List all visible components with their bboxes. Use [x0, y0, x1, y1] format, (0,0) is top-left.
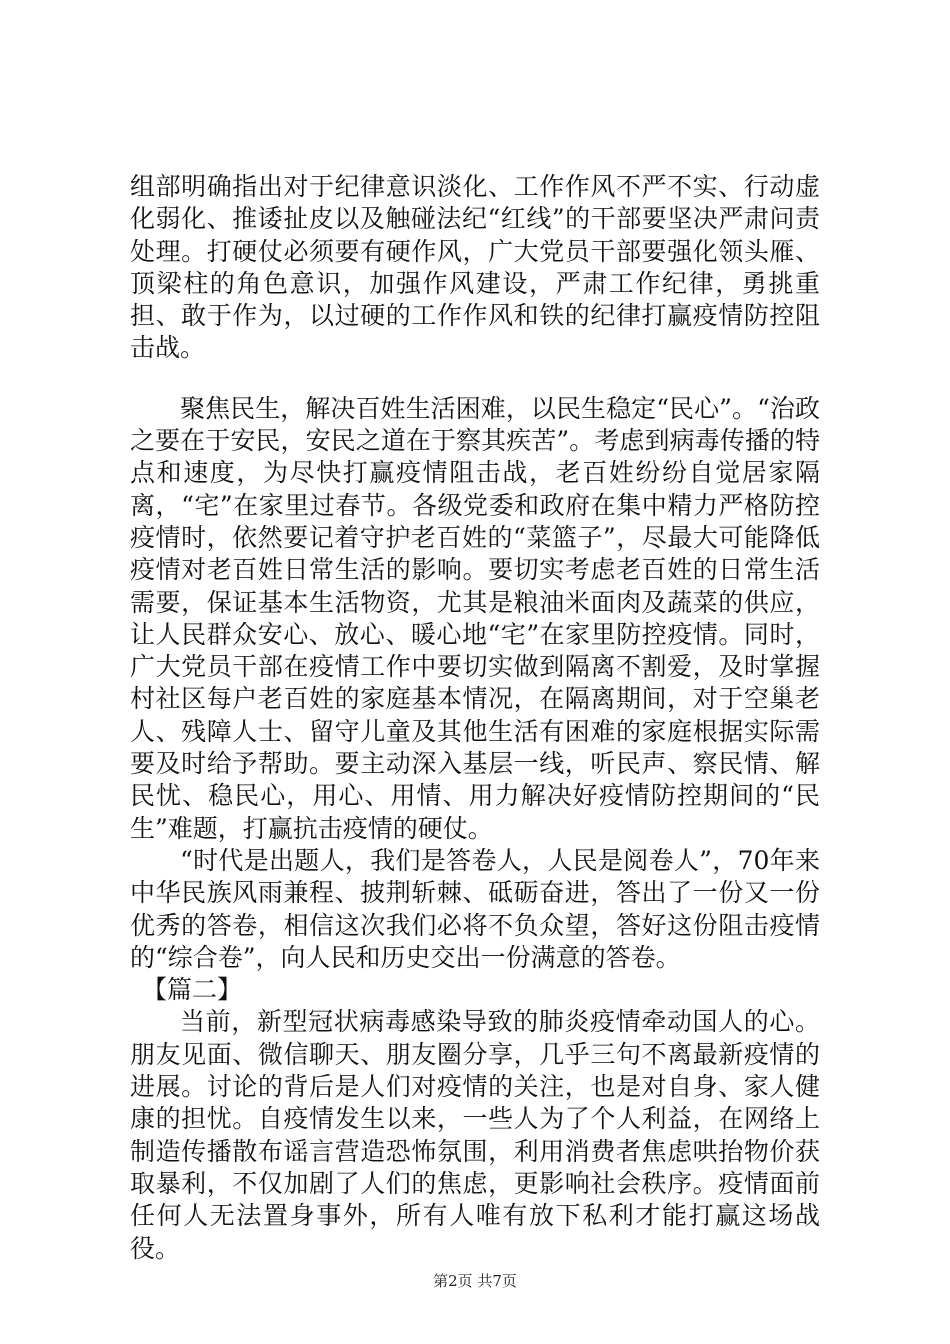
page-footer: 第2页 共7页: [433, 1272, 517, 1290]
paragraph-gap: [130, 365, 820, 393]
paragraph-epidemic-rumors: 当前，新型冠状病毒感染导致的肺炎疫情牵动国人的心。朋友见面、微信聊天、朋友圈分享，几乎三句不离最新疫情的进展。讨论的背后是人们对疫情的关注，也是对自身、家人健康的担忧。自疫情发生以来，一些人为了个人利益，在网络上制造传播散布谣言营造恐怖氛围，利用消费者焦虑哄抬物价获取暴利，不仅加剧了人们的焦虑，更影响社会秩序。疫情面前任何人无法置身事外，所有人唯有放下私利才能打赢这场战役。: [130, 1007, 820, 1263]
paragraph-discipline: 组部明确指出对于纪律意识淡化、工作作风不严不实、行动虚化弱化、推诿扯皮以及触碰法纪“红线”的干部要坚决严肃问责处理。打硬仗必须要有硬作风，广大党员干部要强化领头雁、顶梁柱的角色意识，加强作风建设，严肃工作纪律，勇挑重担、敢于作为，以过硬的工作作风和铁的纪律打赢疫情防控阻击战。: [130, 172, 820, 363]
section-heading: 【篇二】: [142, 975, 243, 1005]
document-body: [130, 171, 820, 1265]
paragraph-livelihood: 聚焦民生，解决百姓生活困难，以民生稳定“民心”。“治政之要在于安民，安民之道在于察其疾苦”。考虑到病毒传播的特点和速度，为尽快打赢疫情阻击战，老百姓纷纷自觉居家隔离，“宅”在家里过春节。各级党委和政府在集中精力严格防控疫情时，依然要记着守护老百姓的“菜篮子”，尽最大可能降低疫情对老百姓日常生活的影响。要切实考虑老百姓的日常生活需要，保证基本生活物资，尤其是粮油米面肉及蔬菜的供应，让人民群众安心、放心、暖心地“宅”在家里防控疫情。同时，广大党员干部在疫情工作中要切实做到隔离不割爱，及时掌握村社区每户老百姓的家庭基本情况，在隔离期间，对于空巢老人、残障人士、留守儿童及其他生活有困难的家庭根据实际需要及时给予帮助。要主动深入基层一线，听民声、察民情、解民忧、稳民心，用心、用情、用力解决好疫情防控期间的“民生”难题，打赢抗击疫情的硬仗。: [130, 393, 820, 843]
paragraph-exam-quote: “时代是出题人，我们是答卷人，人民是阅卷人”，70年来中华民族风雨兼程、披荆斩棘、砥砺奋进，答出了一份又一份优秀的答卷，相信这次我们必将不负众望，答好这份阻击疫情的“综合卷”，向人民和历史交出一份满意的答卷。: [130, 845, 820, 972]
